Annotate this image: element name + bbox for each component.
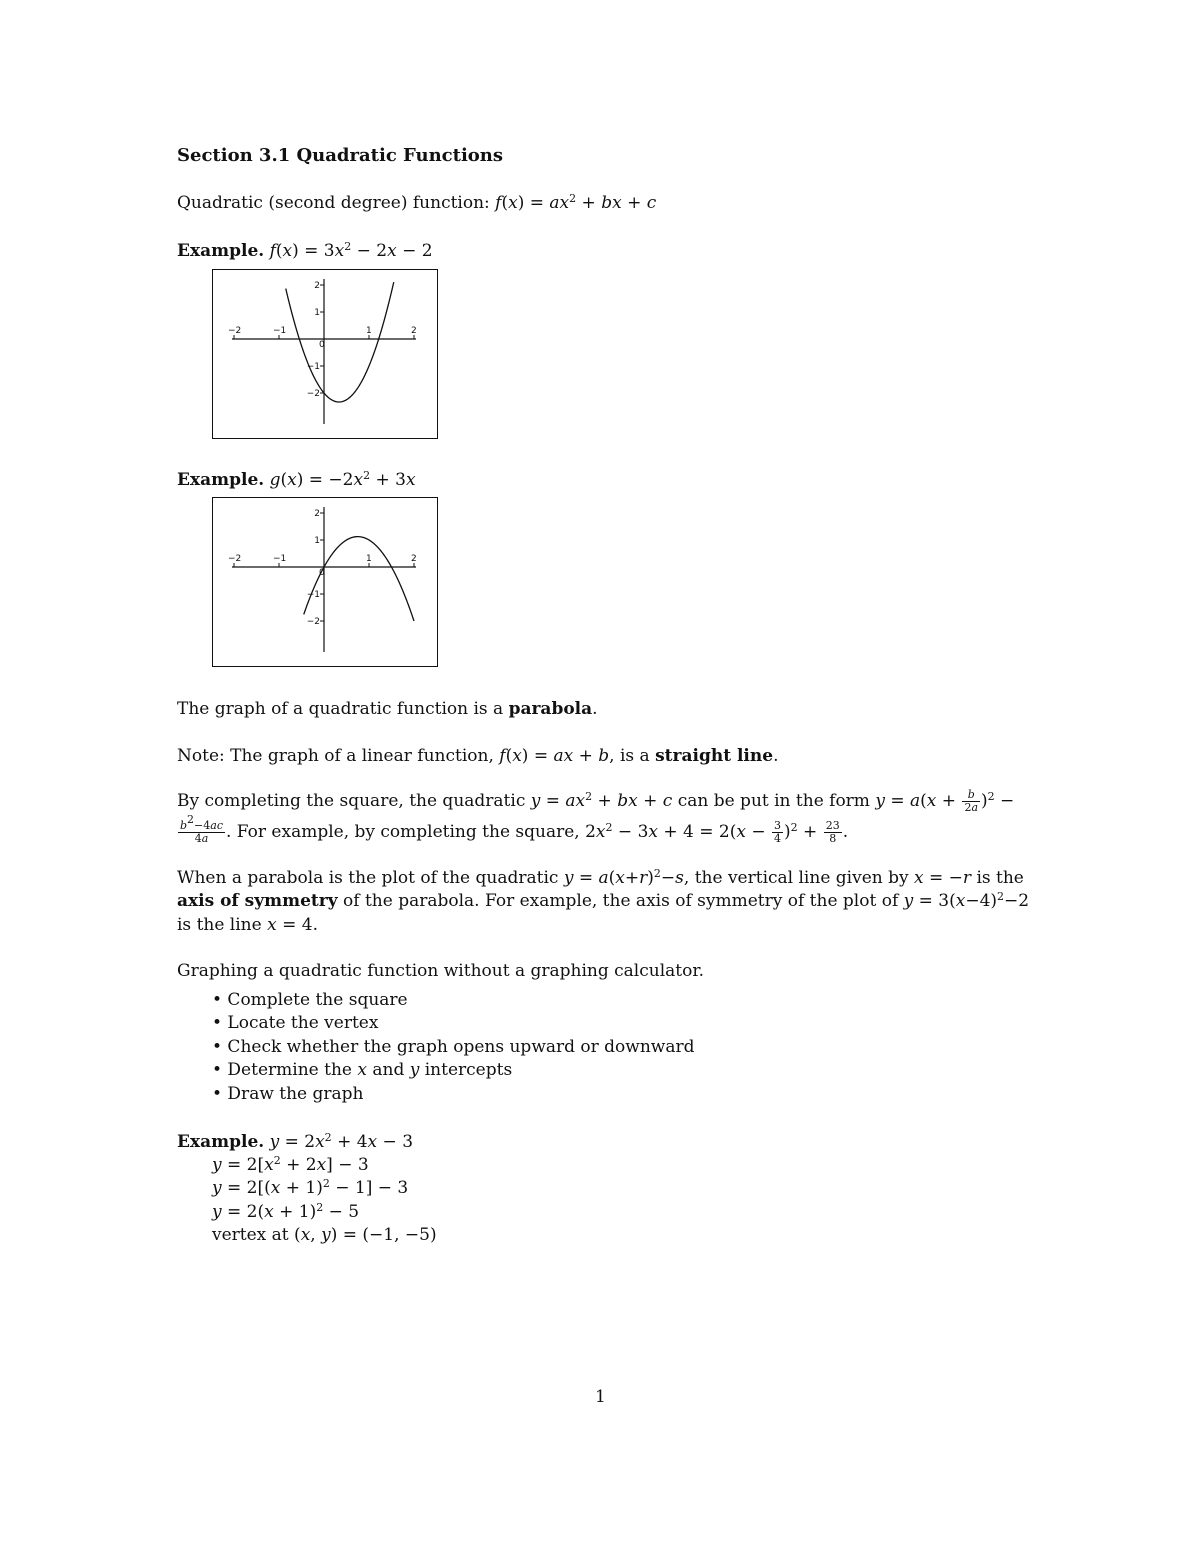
- graphing-step-4: • Determine the x and y intercepts: [212, 1060, 513, 1081]
- x-tick-label: 1: [366, 554, 372, 564]
- example3-step-1: $y = 2[x^2 + 2x] - 3$: [212, 1154, 369, 1175]
- x-tick-label: −2: [228, 326, 242, 336]
- y-tick-label: 2: [314, 281, 320, 291]
- parabola-statement: The graph of a quadratic function is a parabola.: [177, 699, 598, 719]
- x-tick-label: −1: [273, 326, 287, 336]
- y-tick-label: −2: [306, 617, 320, 627]
- plot-f-quadratic: [212, 269, 438, 439]
- example3-step-4: vertex at (x, y) = (−1, −5): [212, 1225, 437, 1246]
- definition-formula: $f(x) = ax^2$ + bx + c: [495, 192, 657, 213]
- note-linear: Note: The graph of a linear function, f(x) = ax + b, is a straight line.: [177, 746, 779, 766]
- example3-step-2: $y = 2[(x + 1)^2 - 1] - 3$: [212, 1177, 409, 1199]
- x-tick-label: 0: [319, 568, 325, 578]
- x-tick-label: −1: [273, 554, 287, 564]
- example1-line: [177, 240, 433, 262]
- y-tick-label: 1: [314, 536, 320, 546]
- example3-label: Example.: [177, 1132, 265, 1152]
- parabola-curve: [304, 537, 414, 621]
- example1-formula: $f(x) = 3x^2 - 2x - 2$: [269, 240, 433, 261]
- x-tick-label: 0: [319, 340, 325, 350]
- parabola-curve: [286, 282, 394, 402]
- graphing-step-5: • Draw the graph: [212, 1083, 364, 1104]
- graphing-step-2: • Locate the vertex: [212, 1013, 379, 1034]
- x-tick-label: 2: [411, 326, 417, 336]
- y-tick-label: −1: [306, 590, 320, 600]
- example1-label: Example.: [177, 241, 265, 261]
- page-number: 1: [595, 1387, 606, 1407]
- graphing-intro: Graphing a quadratic function without a graphing calculator.: [177, 961, 704, 981]
- graphing-step-1: • Complete the square: [212, 990, 408, 1010]
- axis-symmetry-line2: axis of symmetry of the parabola. For example, the axis of symmetry of the plot of $y = 3(x-4)^2-2$: [177, 890, 1030, 911]
- x-tick-label: 1: [366, 326, 372, 336]
- x-tick-label: −2: [228, 554, 242, 564]
- y-tick-label: 1: [314, 308, 320, 318]
- example3-line: [177, 1131, 413, 1153]
- definition-line: [177, 192, 656, 214]
- example3-step-3: $y = 2(x + 1)^2 - 5$: [212, 1200, 360, 1222]
- example2-formula: $g(x) = -2x^2 + 3x$: [269, 469, 416, 490]
- y-tick-label: −2: [306, 389, 320, 399]
- x-tick-label: 2: [411, 554, 417, 564]
- plot-g-quadratic: [212, 497, 438, 667]
- graphing-steps-list: [212, 989, 695, 1106]
- axis-symmetry-line3: is the line x = 4.: [177, 915, 318, 935]
- plot-f-svg: [213, 270, 437, 438]
- completing-square-line1: By completing the square, the quadratic $y = ax^2$ + bx + c can be put in the form y = a(x + $\frac{b}{2a}$ )$^2$ −: [177, 788, 1015, 814]
- definition-prefix: Quadratic (second degree) function:: [177, 193, 490, 213]
- example3-work: [212, 1154, 437, 1248]
- plot-g-svg: [213, 498, 437, 666]
- y-tick-label: −1: [306, 362, 320, 372]
- graphing-step-3: • Check whether the graph opens upward or downward: [212, 1036, 695, 1057]
- y-tick-label: 2: [314, 509, 320, 519]
- completing-square-line2: $\frac{b^2-4ac}{4a}$ . For example, by completing the square, $2x^2 - 3x + 4 = 2(x$ − $\frac{3}{4}$ )$^2$ + $\frac{23}{8}$ .: [180, 813, 849, 845]
- example2-label: Example.: [177, 470, 265, 490]
- example3-formula: $y = 2x^2 + 4x - 3$: [269, 1131, 414, 1152]
- axis-symmetry-line1: When a parabola is the plot of the quadratic $y = a(x+r)^2-s$, the vertical line given by x = −r is the: [177, 867, 1024, 888]
- section-title: Section 3.1 Quadratic Functions: [177, 145, 504, 166]
- example2-line: [177, 469, 416, 491]
